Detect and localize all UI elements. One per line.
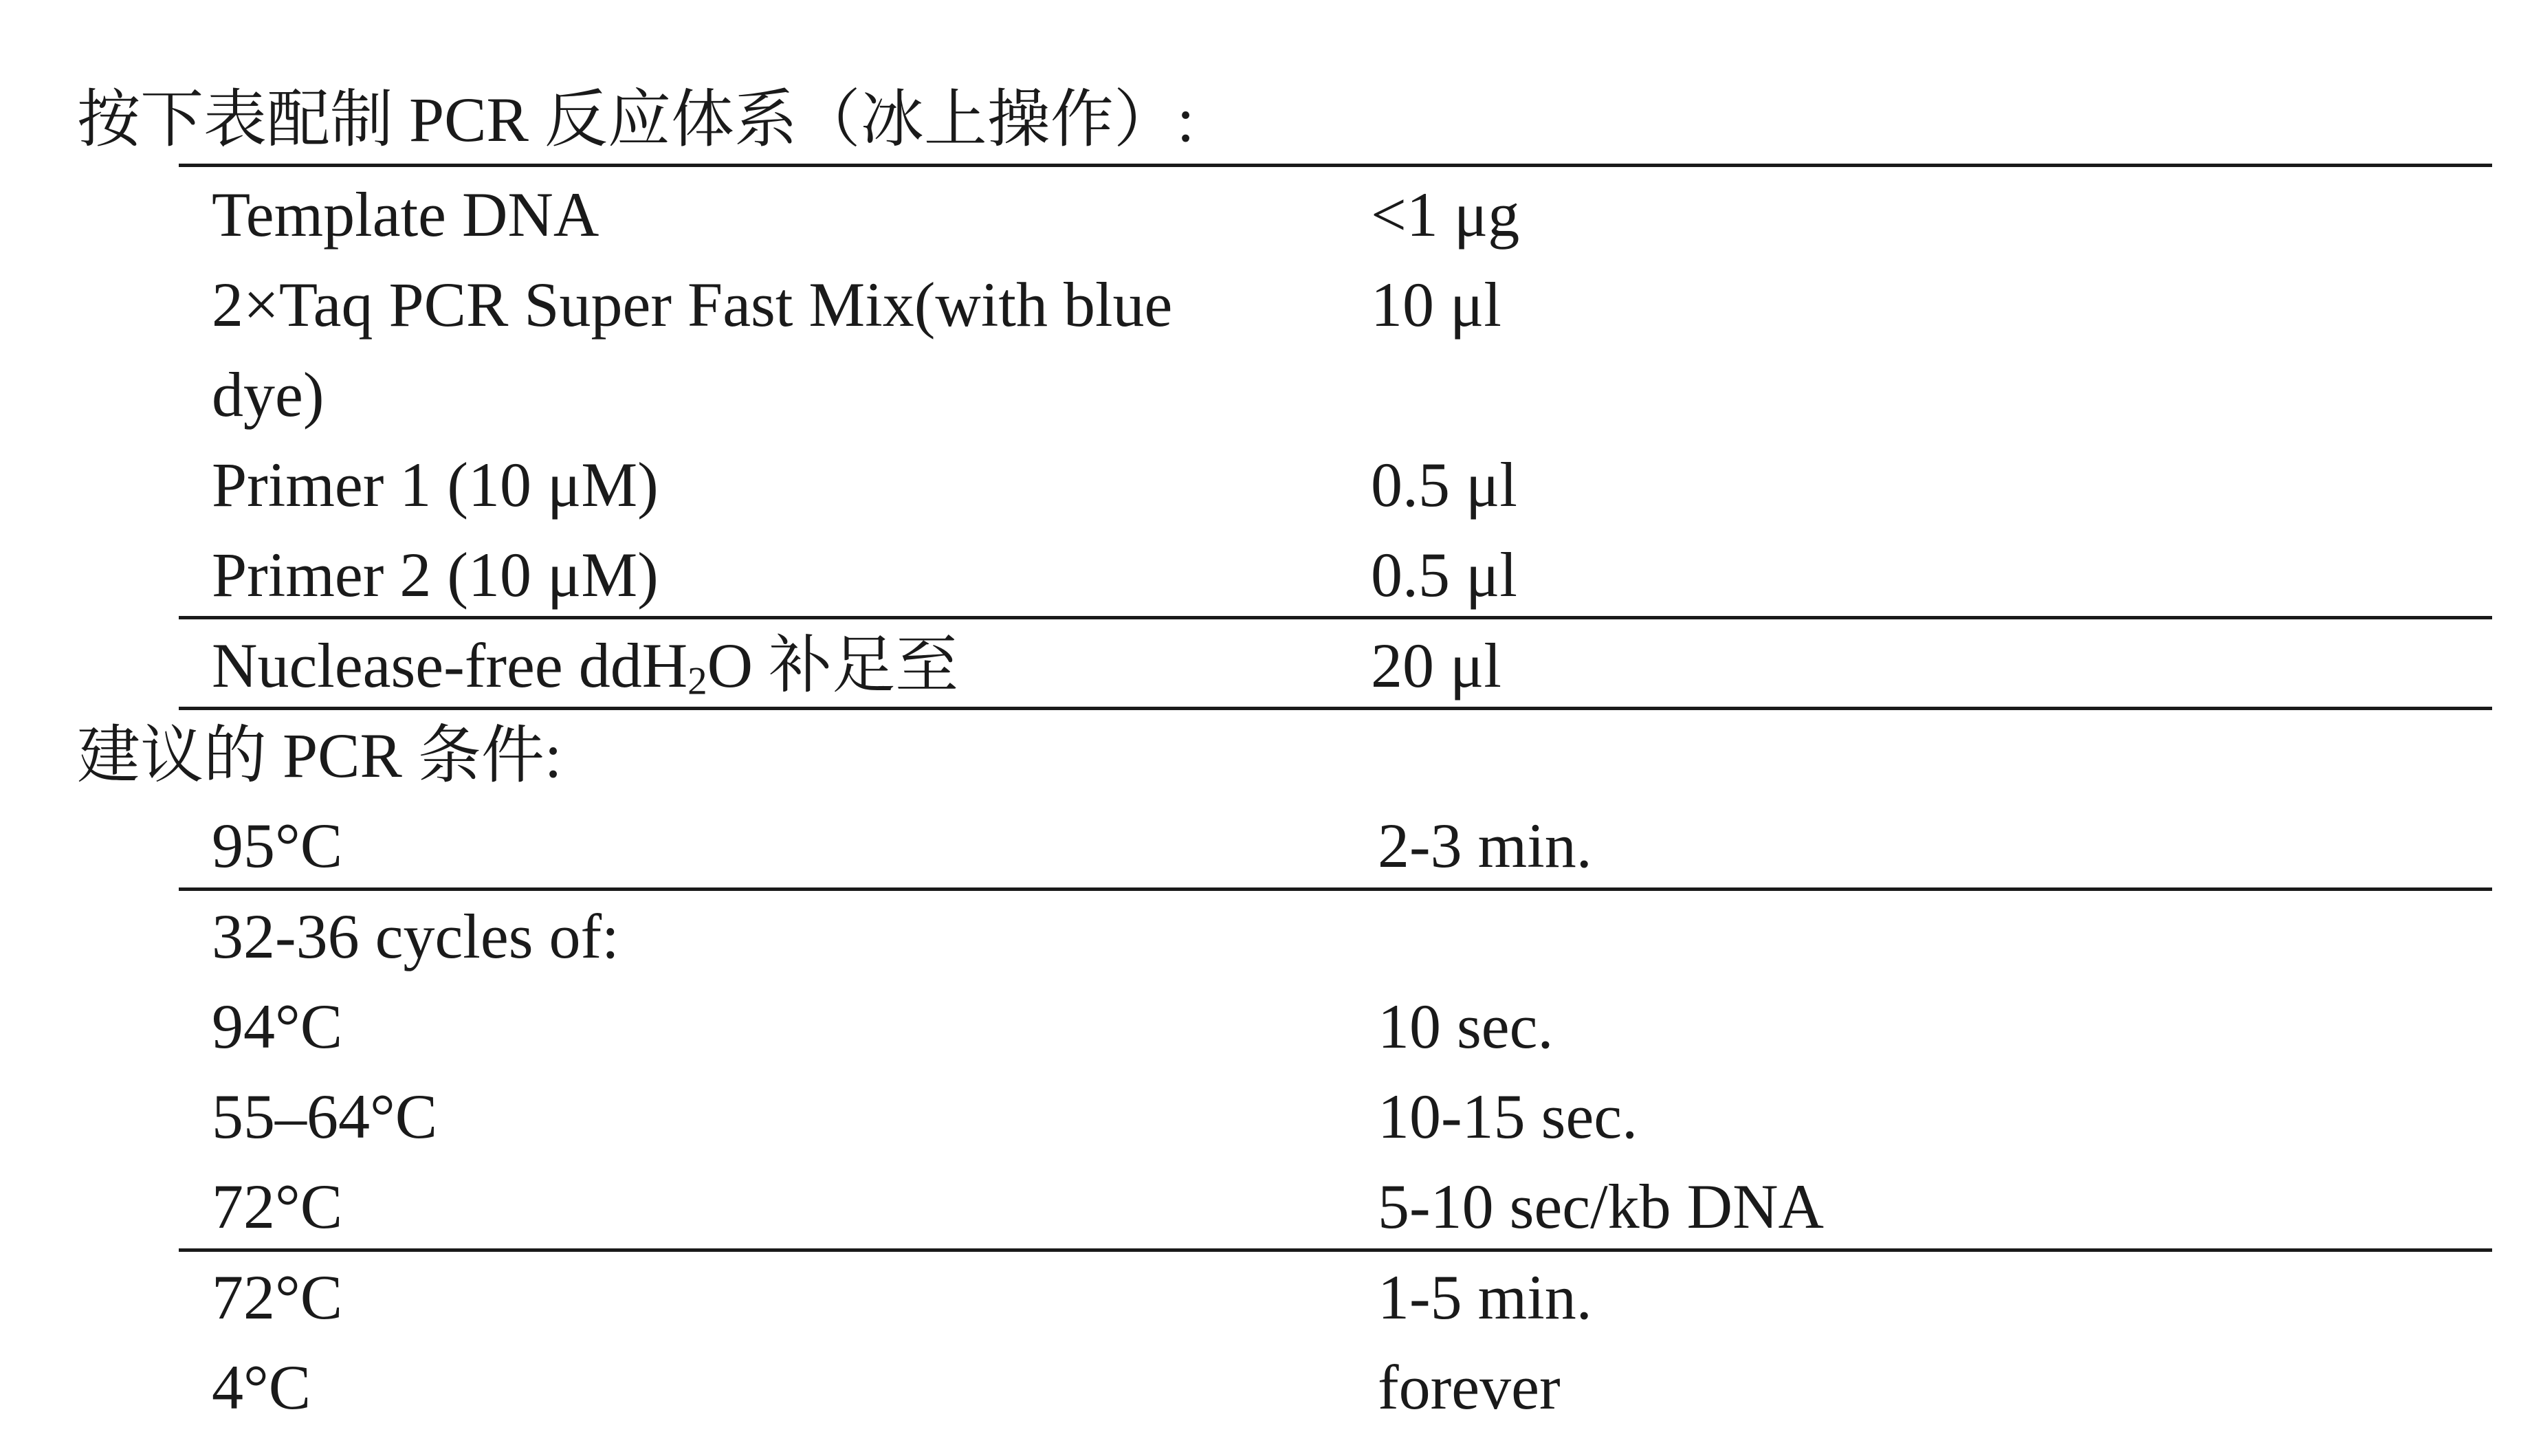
table-bottom-rule (179, 707, 2492, 710)
component-cell: Template DNA (212, 179, 599, 250)
time-cell: forever (1378, 1352, 1561, 1422)
step-cell: 32-36 cycles of: (212, 901, 619, 971)
time-cell: 10 sec. (1378, 991, 1554, 1061)
amount-cell: 0.5 μl (1371, 540, 1517, 610)
time-cell: 2-3 min. (1378, 810, 1592, 881)
conditions-rule-2 (179, 1248, 2492, 1252)
component-prefix: Nuclease-free ddH (212, 630, 688, 701)
pcr-conditions-heading: 建议的 PCR 条件: (77, 720, 562, 791)
component-suffix: O 补足至 (707, 630, 959, 701)
step-cell: 55–64°C (212, 1081, 438, 1151)
amount-cell: <1 μg (1371, 179, 1520, 250)
component-cell (212, 630, 959, 703)
subscript-2: 2 (687, 659, 707, 703)
component-cell: dye) (212, 360, 324, 430)
time-cell: 5-10 sec/kb DNA (1378, 1171, 1824, 1242)
component-cell: 2×Taq PCR Super Fast Mix(with blue (212, 269, 1173, 340)
table-top-rule (179, 164, 2492, 167)
table-mid-rule (179, 616, 2492, 619)
step-cell: 95°C (212, 810, 343, 881)
time-cell: 1-5 min. (1378, 1262, 1592, 1332)
amount-cell: 20 μl (1371, 630, 1501, 701)
amount-cell: 0.5 μl (1371, 450, 1517, 520)
component-cell: Primer 2 (10 μM) (212, 540, 659, 610)
step-cell: 72°C (212, 1262, 343, 1332)
time-cell: 10-15 sec. (1378, 1081, 1638, 1151)
amount-cell: 10 μl (1371, 269, 1501, 340)
component-cell: Primer 1 (10 μM) (212, 450, 659, 520)
reaction-setup-heading: 按下表配制 PCR 反应体系（冰上操作）: (77, 85, 1195, 155)
conditions-rule-1 (179, 887, 2492, 891)
step-cell: 72°C (212, 1171, 343, 1242)
step-cell: 94°C (212, 991, 343, 1061)
step-cell: 4°C (212, 1352, 311, 1422)
